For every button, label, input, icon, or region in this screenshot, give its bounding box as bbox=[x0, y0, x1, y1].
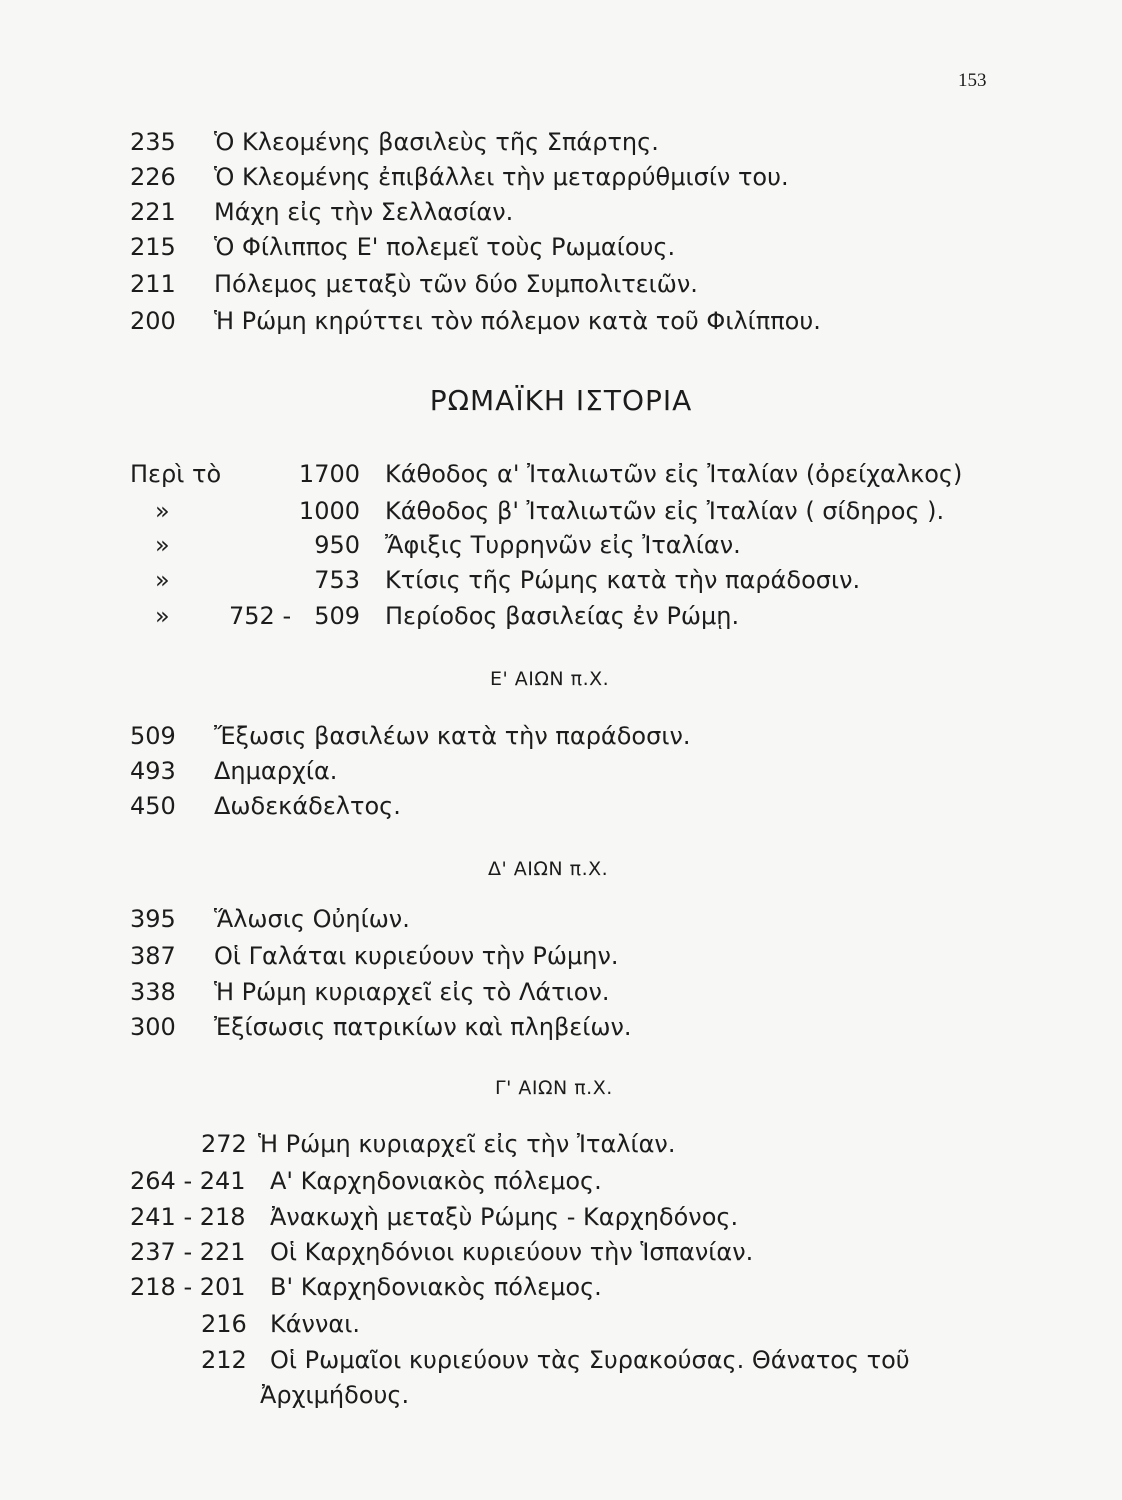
entry-prefix: » bbox=[155, 531, 170, 559]
entry-text: Κτίσις τῆς Ρώμης κατὰ τὴν παράδοσιν. bbox=[385, 566, 861, 594]
entry-text: Ὁ Κλεομένης ἐπιβάλλει τὴν μεταρρύθμισίν του. bbox=[214, 163, 789, 191]
entry-year: 272 bbox=[201, 1130, 247, 1158]
entry-year-start: 752 - bbox=[229, 602, 292, 630]
entry-text: Πόλεμος μεταξὺ τῶν δύο Συμπολιτειῶν. bbox=[214, 270, 698, 298]
century-heading: Γ' ΑΙΩΝ π.Χ. bbox=[495, 1077, 613, 1099]
entry-text: Ὁ Φίλιππος Ε' πολεμεῖ τοὺς Ρωμαίους. bbox=[214, 233, 676, 261]
entry-text: Οἱ Καρχηδόνιοι κυριεύουν τὴν Ἱσπανίαν. bbox=[270, 1238, 754, 1266]
entry-year: 216 bbox=[201, 1310, 247, 1338]
entry-text: Ἀνακωχὴ μεταξὺ Ρώμης - Καρχηδόνος. bbox=[270, 1203, 739, 1231]
entry-year: 200 bbox=[130, 307, 176, 335]
entry-text: Β' Καρχηδονιακὸς πόλεμος. bbox=[270, 1273, 602, 1301]
entry-text: Οἱ Γαλάται κυριεύουν τὴν Ρώμην. bbox=[214, 942, 619, 970]
entry-year: 226 bbox=[130, 163, 176, 191]
entry-year: 450 bbox=[130, 792, 176, 820]
entry-prefix: Περὶ τὸ bbox=[130, 460, 222, 488]
century-heading: Δ' ΑΙΩΝ π.Χ. bbox=[488, 858, 609, 880]
entry-year: 950 bbox=[314, 531, 360, 559]
entry-year: 300 bbox=[130, 1013, 176, 1041]
entry-year: 338 bbox=[130, 978, 176, 1006]
entry-year: 1000 bbox=[298, 497, 360, 525]
entry-year: 753 bbox=[314, 566, 360, 594]
entry-year: 509 bbox=[130, 722, 176, 750]
entry-text: Ἄφιξις Τυρρηνῶν εἰς Ἰταλίαν. bbox=[385, 531, 741, 559]
entry-prefix: » bbox=[155, 497, 170, 525]
entry-text: Ἔξωσις βασιλέων κατὰ τὴν παράδοσιν. bbox=[214, 722, 691, 750]
entry-year: 221 bbox=[130, 198, 176, 226]
entry-prefix: » bbox=[155, 566, 170, 594]
entry-year: 215 bbox=[130, 233, 176, 261]
entry-text: Περίοδος βασιλείας ἐν Ρώμῃ. bbox=[385, 602, 740, 630]
entry-text: Κάνναι. bbox=[270, 1310, 360, 1338]
entry-text: Κάθοδος β' Ἰταλιωτῶν εἰς Ἰταλίαν ( σίδηρος ). bbox=[385, 497, 945, 525]
entry-text: Δωδεκάδελτος. bbox=[214, 792, 401, 820]
entry-text: Ἡ Ρώμη κυριαρχεῖ εἰς τὸ Λάτιον. bbox=[214, 978, 610, 1006]
entry-year: 212 bbox=[201, 1346, 247, 1374]
entry-year: 237 - 221 bbox=[130, 1238, 246, 1266]
entry-text: Ὁ Κλεομένης βασιλεὺς τῆς Σπάρτης. bbox=[214, 128, 659, 156]
century-heading: Ε' ΑΙΩΝ π.Χ. bbox=[490, 668, 610, 690]
entry-text: Οἱ Ρωμαῖοι κυριεύουν τὰς Συρακούσας. Θάνατος τοῦ bbox=[270, 1346, 910, 1374]
entry-text: Ἐξίσωσις πατρικίων καὶ πληβείων. bbox=[214, 1013, 632, 1041]
entry-year: 509 bbox=[314, 602, 360, 630]
entry-text: Ἡ Ρώμη κυριαρχεῖ εἰς τὴν Ἰταλίαν. bbox=[258, 1130, 676, 1158]
entry-text-continuation: Ἀρχιμήδους. bbox=[260, 1381, 410, 1409]
entry-year: 218 - 201 bbox=[130, 1273, 246, 1301]
entry-year: 1700 bbox=[298, 460, 360, 488]
entry-text: Κάθοδος α' Ἰταλιωτῶν εἰς Ἰταλίαν (ὀρείχαλκος) bbox=[385, 460, 963, 488]
entry-text: Α' Καρχηδονιακὸς πόλεμος. bbox=[270, 1167, 602, 1195]
entry-year: 211 bbox=[130, 270, 176, 298]
entry-year: 387 bbox=[130, 942, 176, 970]
entry-text: Δημαρχία. bbox=[214, 757, 338, 785]
section-title: ΡΩΜΑΪΚΗ ΙΣΤΟΡΙΑ bbox=[429, 384, 693, 417]
entry-prefix: » bbox=[155, 602, 170, 630]
entry-text: Ἡ Ρώμη κηρύττει τὸν πόλεμον κατὰ τοῦ Φιλίππου. bbox=[214, 307, 821, 335]
entry-year: 493 bbox=[130, 757, 176, 785]
entry-year: 235 bbox=[130, 128, 176, 156]
entry-year: 395 bbox=[130, 905, 176, 933]
entry-text: Μάχη εἰς τὴν Σελλασίαν. bbox=[214, 198, 514, 226]
entry-year: 264 - 241 bbox=[130, 1167, 246, 1195]
entry-year: 241 - 218 bbox=[130, 1203, 246, 1231]
page-number: 153 bbox=[958, 70, 987, 91]
entry-text: Ἅλωσις Οὐηίων. bbox=[214, 905, 410, 933]
